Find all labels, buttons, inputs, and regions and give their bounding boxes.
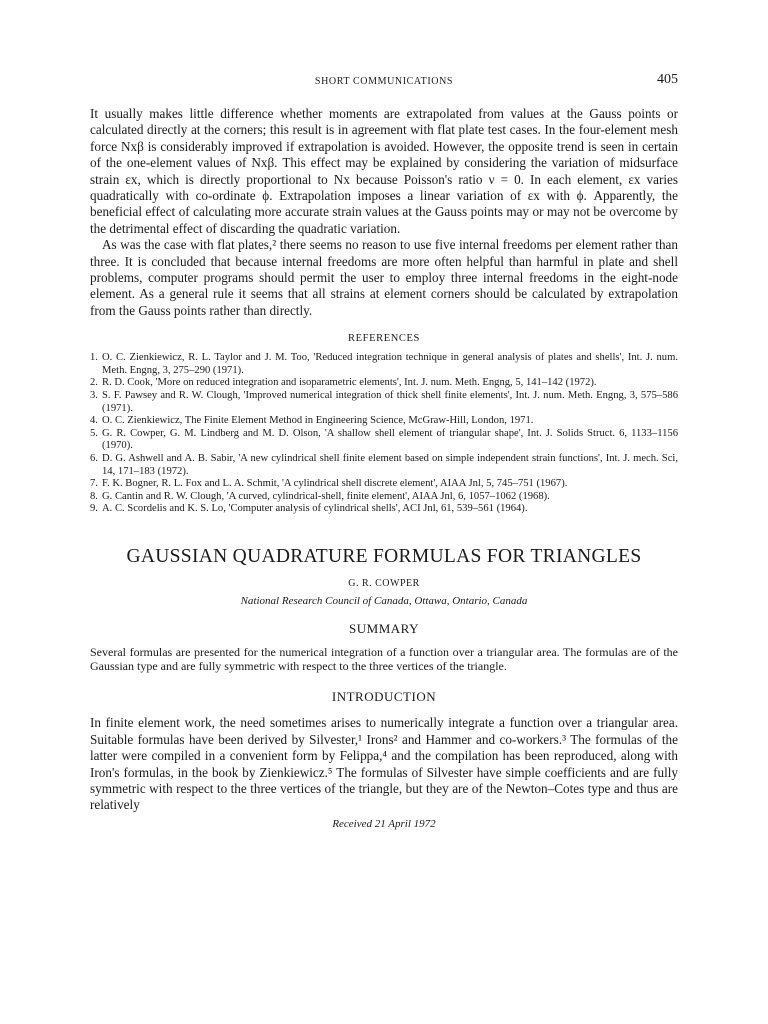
reference-text: R. D. Cook, 'More on reduced integration and isoparametric elements', Int. J. num. Meth. Engng, 5, 141–142 (1972). [102, 377, 597, 389]
reference-text: S. F. Pawsey and R. W. Clough, 'Improved numerical integration of thick shell finite elements', Int. J. num. Meth. Engng, 3, 575–586 (1971). [102, 390, 678, 414]
reference-item [90, 390, 678, 415]
article-title: GAUSSIAN QUADRATURE FORMULAS FOR TRIANGLES [126, 546, 642, 567]
references-heading: REFERENCES [348, 333, 420, 345]
reference-item [90, 503, 678, 516]
reference-text: O. C. Zienkiewicz, The Finite Element Method in Engineering Science, McGraw-Hill, London, 1971. [102, 415, 534, 427]
reference-item [90, 453, 678, 478]
reference-item [90, 415, 678, 428]
reference-number: 2. [90, 377, 98, 389]
author-affiliation: National Research Council of Canada, Ottawa, Ontario, Canada [240, 595, 528, 607]
reference-item [90, 491, 678, 504]
summary-text: Several formulas are presented for the numerical integration of a function over a triangular area. The formulas are of the Gaussian type and are fully symmetric with respect to the three vertices of the triangle. [90, 645, 678, 674]
reference-item [90, 478, 678, 491]
reference-number: 6. [90, 453, 98, 465]
reference-number: 3. [90, 390, 98, 402]
reference-number: 1. [90, 352, 98, 364]
reference-number: 9. [90, 503, 98, 515]
reference-number: 4. [90, 415, 98, 427]
body-paragraph-1: It usually makes little difference whether moments are extrapolated from values at the Gauss points or calculated directly at the corners; this result is in agreement with flat plate test cases. In the four-element mesh force Nxβ is considerably improved if extrapolation is avoided. However, the opposite trend is seen in certain of the one-element values of Nxβ. This effect may be explained by considering the variation of midsurface strain εx, which is directly proportional to Nx because Poisson's ratio ν = 0. In each element, εx varies quadratically with co-ordinate ϕ. Extrapolation imposes a linear variation of εx with ϕ. Apparently, the beneficial effect of calculating more accurate strain values at the Gauss points may or may not be overcome by the detrimental effect of discarding the quadratic variation. [90, 106, 678, 236]
reference-item [90, 352, 678, 377]
reference-item [90, 428, 678, 453]
introduction-text: In finite element work, the need sometimes arises to numerically integrate a function over a triangular area. Suitable formulas have been derived by Silvester,¹ Irons² and Hammer and co-workers.³ The formulas of the latter were compiled in a convenient form by Felippa,⁴ and the compilation has been reproduced, along with Iron's formulas, in the book by Zienkiewicz.⁵ The formulas of Silvester have simple coefficients and are fully symmetric with respect to the three vertices of the triangle, but they are of the Newton–Cotes type and thus are relatively [90, 715, 678, 813]
running-title: SHORT COMMUNICATIONS [314, 76, 454, 87]
reference-number: 8. [90, 490, 98, 502]
reference-text: A. C. Scordelis and K. S. Lo, 'Computer analysis of cylindrical shells', ACI Jnl, 61, 539–561 (1964). [102, 503, 528, 515]
article-author: G. R. COWPER [348, 578, 420, 589]
received-date: Received 21 April 1972 [332, 817, 436, 830]
reference-item [90, 377, 678, 390]
reference-text: G. Cantin and R. W. Clough, 'A curved, cylindrical-shell, finite element', AIAA Jnl, 6, 1057–1062 (1968). [102, 490, 550, 502]
reference-list [90, 352, 678, 516]
reference-number: 7. [90, 478, 98, 490]
page-number: 405 [657, 72, 678, 87]
running-header [90, 70, 678, 92]
reference-number: 5. [90, 427, 98, 439]
reference-text: F. K. Bogner, R. L. Fox and L. A. Schmit, 'A cylindrical shell discrete element', AIAA Jnl, 5, 745–751 (1967). [102, 478, 568, 490]
body-paragraph-2: As was the case with flat plates,² there seems no reason to use five internal freedoms per element rather than three. It is concluded that because internal freedoms are more often helpful than harmful in plate and shell problems, computer programs should permit the user to employ three internal freedoms in the eight-node element. As a general rule it seems that all strains at element corners should be calculated by extrapolation from the Gauss points rather than directly. [90, 237, 678, 318]
journal-page [90, 70, 678, 830]
reference-text: D. G. Ashwell and A. B. Sabir, 'A new cylindrical shell finite element based on simple independent strain functions', Int. J. mech. Sci, 14, 171–183 (1972). [102, 453, 678, 477]
reference-text: G. R. Cowper, G. M. Lindberg and M. D. Olson, 'A shallow shell element of triangular shape', Int. J. Solids Struct. 6, 1133–1156 (1970). [102, 427, 678, 452]
summary-heading: SUMMARY [349, 621, 419, 636]
introduction-heading: INTRODUCTION [331, 689, 437, 705]
reference-text: O. C. Zienkiewicz, R. L. Taylor and J. M. Too, 'Reduced integration technique in general analysis of plates and shells', Int. J. num. Meth. Engng, 3, 275–290 (1971). [102, 352, 678, 376]
